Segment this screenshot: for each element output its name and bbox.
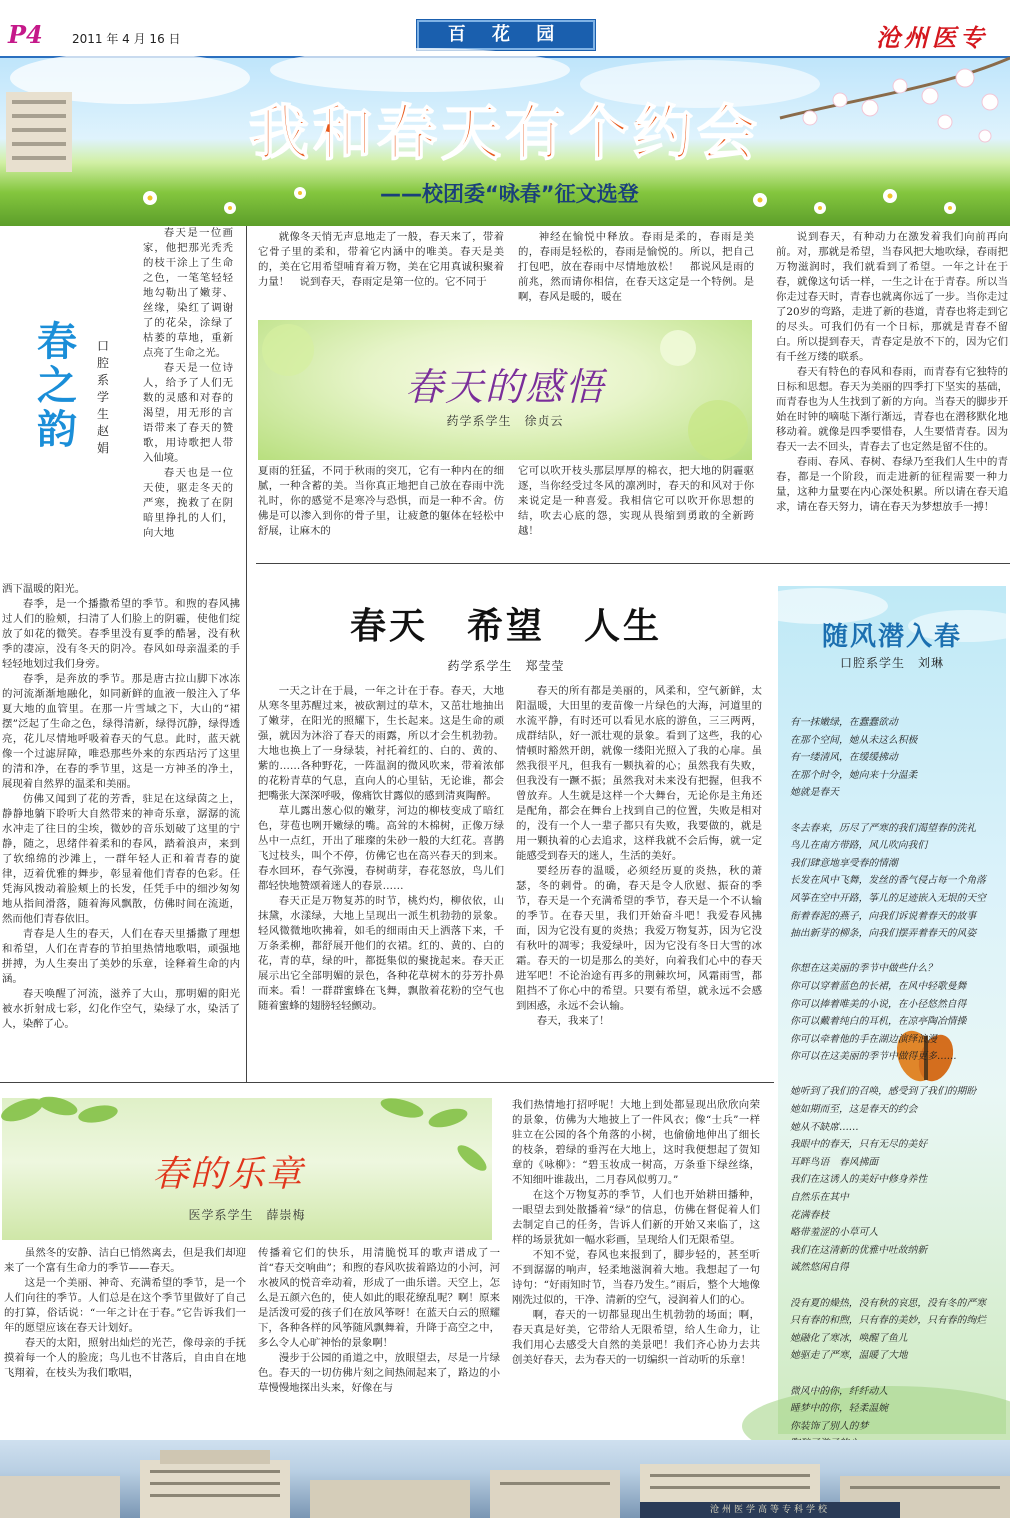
page-number: P4	[8, 20, 43, 49]
paragraph: 神经在愉悦中释放。春雨是柔的，春雨是美的，春雨是轻松的，春雨是愉悦的。所以，把自己打包吧，放在春雨中尽情地放松！ 都说风是雨的前兆，然而请你相信，在春天这定是一个特例。是啊，春风是暖的，暖在	[518, 231, 754, 303]
poem-line: 有一抹嫩绿，在蠢蠢欲动	[790, 717, 898, 728]
paragraph: 洒下温暖的阳光。	[2, 583, 86, 595]
hope-author: 药学系学生 郑莹莹	[447, 659, 565, 673]
paragraph: 春天是一位诗人，给予了人们无数的灵感和对春的渴望，用无形的言语带来了春天的赞歌，用诗歌把人带入仙境。	[143, 362, 233, 464]
poem-line: 抽出新芽的柳条，向我们摆弄着春天的风姿	[790, 928, 977, 940]
paragraph: 春天有特色的春风和春雨，而青春有它独特的日标和思想。春天为美丽的四季打下坚实的基础，而青春也为人生找到了新的方向。当春天的脚步开始在时钟的嘀哒下渐行渐远，青春也在潜移默化地移动着。就像是四季要惜春，人生要惜青春。因为春天一去不回头，青春去了也定然是留不住的。	[776, 366, 1008, 453]
paragraph: 春天的太阳，照射出灿烂的光芒，像母亲的手抚摸着每一个人的脸庞；鸟儿也不甘落后，自由自在地飞翔着，在枝头为我们歌唱，	[4, 1337, 246, 1379]
poem-line: 她驱走了严寒，温暖了大地	[790, 1350, 908, 1362]
poem-line: 她如期而至，这是春天的约会	[790, 1104, 918, 1116]
paragraph: 春季，是一个播撒希望的季节。和煦的春风拂过人们的脸颊，扫清了人们脸上的阴霾，使他们绽放了如花的微笑。春季里没有夏季的酷暑，没有秋季的凄凉，没有冬天的阴冷。春风如母亲温柔的手轻轻地划过我们身旁。	[2, 598, 240, 670]
newspaper-name: 沧州医专	[876, 23, 988, 52]
poem-box	[778, 586, 1006, 1434]
movement-column-2	[258, 1246, 500, 1434]
poem-line: 她从不缺席……	[790, 1121, 859, 1133]
poem-author: 口腔系学生 刘琳	[839, 656, 944, 670]
paragraph: 虽然冬的安静、洁白已悄然离去，但是我们却迎来了一个富有生命力的季节——春天。	[4, 1247, 246, 1274]
hope-column-2	[516, 684, 762, 1074]
insight-text-bottom-mid	[518, 464, 754, 556]
movement-column-3	[512, 1098, 760, 1434]
footer-campus-image	[0, 1440, 1010, 1518]
paragraph: 在这个万物复苏的季节，人们也开始耕田播种，一眼望去到处散播着“绿”的信息，仿佛在督促着人们去制定自己的任务，告诉人们新的开始又来临了，这样的场景犹如一幅水彩画，呈现给人们无限希望。	[512, 1189, 760, 1246]
paragraph: 漫步于公园的甬道之中，放眼望去，尽是一片绿色。春天的一切仿佛片刻之间热闹起来了，路边的小草慢慢地探出头来，好像在与	[258, 1352, 500, 1394]
poem-line: 风筝在空中开路，筝儿的足迹嵌入无垠的天空	[790, 892, 986, 904]
section-label-text: 百 花 园	[447, 24, 565, 45]
poem-line: 我们在这清新的优雅中吐故纳新	[790, 1244, 928, 1256]
column-rule	[246, 226, 247, 1082]
insight-text-top-left	[258, 230, 504, 320]
poem-line	[790, 1066, 1004, 1084]
poem-line: 衔着春泥的燕子，向我们诉说着春天的故事	[790, 910, 977, 922]
poem-line: 有一缕清风，在缓缓拂动	[790, 752, 898, 764]
paragraph: 我们热情地打招呼呢！大地上到处都显现出欣欣向荣的景象，仿佛为大地披上了一件风衣；像“士兵”一样驻立在公园的各个角落的小树，也偷偷地伸出了细长的枝条，碧绿的垂泻在大地上，这时我便想起了贺知章的《咏柳》：“碧玉妆成一树高，万条垂下绿丝绦，不知细叶谁裁出，二月春风似剪刀。”	[512, 1099, 760, 1186]
poem-line: 在那个空间，她从未这么积极	[790, 734, 918, 746]
poem-line: 我们在这诱人的美好中修身养性	[790, 1174, 928, 1186]
paragraph: 就像冬天悄无声息地走了一般，春天来了，带着它骨子里的柔和，带着它内涵中的唯美。春天是美的，美在它用希望哺育着万物，美在它用真诚积聚着力量！ 说到春天，春雨定是第一位的。它不同于	[258, 231, 504, 288]
paragraph: 啊，春天的一切都显现出生机勃勃的场面；啊，春天真是好美，它带给人无限希望，给人生命力，让我们用心去感受大自然的美景吧！我们齐心协力去共创美好春天，去为春天的一切编织一首动听的乐章！	[512, 1309, 760, 1366]
poem-lines	[790, 714, 1004, 1471]
main-banner	[0, 58, 1010, 226]
poem-line: 没有夏的燥热，没有秋的哀思，没有冬的严寒	[790, 1297, 986, 1309]
poem-line: 你可以戴着纯白的耳机，在凉亭陶冶情操	[790, 1016, 967, 1028]
poem-line: 冬去春来，历尽了严寒的我们渴望春的洗礼	[790, 822, 977, 834]
spring-rhyme-wide-column	[2, 582, 240, 1062]
movement-author: 医学系学生 薛崇梅	[188, 1208, 306, 1222]
poem-line: 花满春枝	[790, 1209, 830, 1221]
spring-rhyme-narrow-column	[143, 226, 233, 584]
paragraph: 这是一个美丽、神奇、充满希望的季节，是一个人们向往的季节。人们总是在这个季节里做好了自己的打算，俗话说：“一年之计在于春。”它告诉我们一年的愿望应该在春天计划好。	[4, 1277, 246, 1334]
paragraph: 青春是人生的春天，人们在春天里播撒了理想和希望，人们在青春的节拍里热情地歌唱，顽强地拼搏，为人生奏出了美妙的乐章，诠释着生命的内涵。	[2, 928, 240, 985]
paragraph: 它可以吹开枝头那层厚厚的棉衣，把大地的阴霾驱逐，当你经受过冬风的凛冽时，春天的和风对于你来说定是一种喜爱。我相信它可以吹开你思想的结，吹去心底的怨，实现从畏缩到勇敢的全新跨越！	[518, 465, 754, 537]
section-rule	[0, 1082, 774, 1083]
poem-line: 长发在风中飞舞，发丝的香气侵占每一个角落	[790, 875, 986, 887]
hope-column-1	[258, 684, 504, 1074]
poem-line: 微风中的你，纤纤动人	[790, 1385, 888, 1397]
poem-line: 在那个时令，她向来十分温柔	[790, 769, 918, 781]
poem-line: 我们肆意地享受春的情潮	[790, 857, 898, 869]
poem-line: 略带羞涩的小草可人	[790, 1227, 879, 1239]
poem-line: 诚然悠闲自得	[790, 1262, 849, 1274]
school-sign: 沧州医学高等专科学校	[640, 1502, 900, 1518]
paragraph: 春天，我来了！	[536, 1015, 610, 1027]
banner-subtitle: ——校团委“咏春”征文选登	[380, 182, 639, 206]
paragraph: 草儿露出葱心似的嫩芽，河边的柳枝变成了暗红色，芽苞也咧开嫩绿的嘴。高耸的木棉树，正像万绿丛中一点红，开出了璀璨的朱砂一般的大红花。喜鹊飞过枝头，叫个不停，仿佛它也在高兴春天的到来。春水回环，春气弥漫，春树萌芽，春花怒放，鸟儿们都轻快地赞颂着迷人的春景……	[258, 805, 504, 892]
paragraph: 春雨、春风、春树、春绿乃至我们人生中的青春，都是一个阶段，而走进新的征程需要一种力量，这种力量要在内心深处积累。所以请在春天追求，请在春天努力，请在春天为梦想放手一搏！	[776, 456, 1008, 513]
insight-title: 春天的感悟	[404, 365, 605, 409]
poem-line: 你可以捧着唯美的小说，在小径悠然自得	[790, 998, 967, 1010]
poem-line: 睡梦中的你，轻柔温婉	[790, 1403, 888, 1415]
paragraph: 春天的所有都是美丽的，风柔和，空气新鲜，太阳温暖，大田里的麦苗像一片绿色的大海，河道里的水流平静，有时还可以看见水底的游鱼，三三两两，成群结队，好一派壮观的景象。看到了这些，我的心情顿时豁然开朗，就像一缕阳光照入了我的心扉。虽然我很平凡，但我有一颗执着的心；虽然我有失败，但我没有一蹶不振；虽然我对未来没有把握，但我不曾放弃。人生就是这样一个大舞台，无论你是主角还是配角，都会在舞台上找到自己的位置，失败是相对的，没有一个人一辈子都只有失败，我要做的，就是用一颗执着的心去追求，这样我就不会后悔，就一定能感受到春天的迷人，生活的美好。	[516, 685, 762, 862]
poem-line: 她就是春天	[790, 787, 839, 799]
poem-line: 你可以牵着他的手在湖边演绎浪漫	[790, 1033, 937, 1045]
poem-line: 她听到了我们的召唤，感受到了我们的期盼	[790, 1086, 977, 1098]
poem-line: 鸟儿在南方带路，风儿吹向我们	[790, 840, 928, 852]
poem-title: 随风潜入春	[821, 622, 962, 652]
spring-rhyme-title: 春之韵	[37, 319, 77, 453]
paragraph: 春天正是万物复苏的时节，桃灼灼，柳依依，山抹黛，水漾绿，大地上呈现出一派生机勃勃的景象。轻风微微地吹拂着，如毛的细雨由天上洒落下来，千万条柔柳，都舒展开他们的衣裙。红的、黄的、白的花，青的草，绿的叶，都挺集似的聚拢起来。春天正展示出它全部明媚的景色，各种花草树木的芬芳扑鼻而来。看！一群群蜜蜂在飞舞，飘散着花粉的空气也随着蜜蜂的翅膀轻轻颤动。	[258, 895, 504, 1012]
insight-text-bottom-left	[258, 464, 504, 556]
poem-line: 你可以穿着蓝色的长裙，在风中轻歌曼舞	[790, 980, 967, 992]
paragraph: 春天是一位画家，他把那光秃秃的枝干涂上了生命之色，一笔笔轻轻地勾勒出了嫩芽、丝缘，染红了调谢了的花朵，涂绿了枯萎的草地，重新点亮了生命之光。	[143, 227, 233, 359]
banner-title: 我和春天有个约会	[249, 99, 761, 169]
paragraph: 春季，是奔放的季节。那是唐古拉山脚下冰冻的河流渐渐地融化，如同新鲜的血液一般注入了华夏大地的血管里。在那一片雪域之下，大山的“裙摆”泛起了生命之色，绿得清新，绿得沉静，绿得透亮，花儿尽情地呼吸着春天的气息。此时，蓝天就像一个过滤屏障，唯恐那些外来的东西玷污了这里的清和净，在春的季节里，这是一方神圣的净土，展现着自然界的温柔和美丽。	[2, 673, 240, 790]
insight-title-banner	[258, 320, 752, 460]
poem-line	[790, 943, 1004, 961]
poem-line	[790, 1277, 1004, 1295]
movement-title: 春的乐章	[152, 1154, 305, 1195]
paragraph: 春天唤醒了河流，滋养了大山，那明媚的阳光被水折射成七彩，幻化作空气，染绿了水，染活了人，染醉了心。	[2, 988, 240, 1030]
paragraph: 仿佛又闻到了花的芳香，驻足在这绿茵之上，静静地躺下聆听大自然带来的神奇乐章，潺潺的流水冲走了往日的尘埃，微妙的音乐划破了这里的宁静，随之，思绪伴着柔和的春风，踏着浪声，来到了软绵绵的沙滩上，一群年轻人正和着青春的旋律，迈着优雅的舞步，彰显着他们青春的色彩。任凭海风拨动着脸颊上的长发，任凭手中的细沙匆匆地从指间滑落，随着海风飘散，仿佛时间在流逝，然而他们青春依旧。	[2, 793, 240, 925]
poem-line: 你可以在这美丽的季节中做得更多……	[790, 1051, 957, 1063]
section-label	[417, 20, 595, 50]
paragraph: 夏雨的狂猛，不同于秋雨的突兀，它有一种内在的细腻，一种含蓄的美。当你真正地把自己放在春雨中洗礼时，你的感觉不是寒冷与恐惧，而是一种不舍。仿佛是可以渗入到你的骨子里，让疲惫的躯体在轻松中舒展，让麻木的	[258, 465, 504, 537]
insight-text-top-mid	[518, 230, 754, 320]
section-rule	[256, 563, 1010, 564]
insight-text-right-column	[776, 230, 1008, 550]
poem-line: 耳畔鸟语 春风拂面	[790, 1156, 879, 1168]
issue-date: 2011 年 4 月 16 日	[72, 32, 181, 46]
poem-line	[790, 802, 1004, 820]
paragraph: 要经历春的温暖，必须经历夏的炎热，秋的萧瑟，冬的刺骨。的确，春天是令人欣慰、振奋的季节，春天是一个充满希望的季节，春天是一个不认输的季节。在春天里，我们开始奋斗吧！我爱春风拂面，因为它没有夏的炎热；我爱万物复苏，因为它没有秋叶的凋零；我爱绿叶，因为它没有冬日大雪的冰霜。春天的一切是那么的美好，向着我们心中的春天进军吧！不论治途有再多的荆棘坎坷，风霜雨雪，都阻挡不了你心中的希望。只要有希望，就永远不会感到困惑，永远不会认输。	[516, 865, 762, 1012]
movement-title-banner	[2, 1098, 492, 1240]
insight-author: 药学系学生 徐贞云	[446, 414, 564, 428]
poem-line	[790, 1365, 1004, 1383]
paragraph: 不知不觉，春风也来报到了，脚步轻的，甚至听不到潺潺的响声，轻柔地滋润着大地。我想起了一句诗句：“好雨知时节，当春乃发生。”雨后，整个大地像刚洗过似的，干净、清新的空气，浸润着人们的心。	[512, 1249, 760, 1306]
poem-line: 只有春的和煦，只有春的美妙，只有春的绚烂	[790, 1315, 986, 1327]
poem-line: 你装饰了别人的梦	[790, 1420, 869, 1432]
paragraph: 一天之计在于晨，一年之计在于春。春天，大地从寒冬里苏醒过来，被砍割过的草木，又茁壮地抽出了嫩芽，在阳光的照耀下，生长起来。这是生命的顽强，就因为沐浴了春天的雨露，所以才会生机勃勃。大地也换上了一身绿装，衬托着红的、白的、黄的、紫的……各种野花，一阵温润的微风吹来，带着浓郁的花粉青草的气息，直向人的心里钻，无论谁，都会把嘴张大深深呼吸，像痛饮甘露似的感到清爽陶醉。	[258, 685, 504, 802]
paragraph: 春天也是一位天使，驱走冬天的严寒，挽救了在阴暗里挣扎的人们，向大地	[143, 467, 233, 539]
paragraph: 说到春天，有种动力在激发着我们向前再向前。对，那就是希望，当春风把大地吹绿，春雨把万物滋润时，我们就看到了希望。一年之计在于春，就像这句话一样，一生之计在于青春。所以当你走过春天时，青春也就离你远了一步。当你走过了20岁的弯路，走进了新的巷道，青春也将走到它的尽头。可我们仍有一个日标，那就是青春不留白。所以提到春天，青春定是放不下的，因为它们有千丝万缕的联系。	[776, 231, 1008, 363]
poem-line: 我眼中的春天，只有无尽的美好	[790, 1139, 928, 1151]
poem-line: 自然乐在其中	[790, 1192, 849, 1204]
paragraph: 传播着它们的快乐，用清脆悦耳的歌声谱成了一首“春天交响曲”；和煦的春风吹拔着路边的小河，河水被风的悦音牵动着，形成了一曲乐谱。天空上，怎么是五颜六色的，使人如此的眼花缭乱呢？啊！原来是活泼可爱的孩子们在放风筝呀！在蓝天白云的照耀下，各种各样的风筝随风飘舞着，升降于高空之中，多么令人心旷神怡的景象啊！	[258, 1247, 500, 1349]
spring-rhyme-author: 口腔系学生 赵娟	[96, 339, 122, 455]
poem-line: 她融化了寒冰，唤醒了鱼儿	[790, 1332, 908, 1344]
poem-line: 你想在这美丽的季节中做些什么？	[790, 963, 937, 975]
hope-title: 春天 希望 人生	[349, 606, 662, 647]
movement-column-1	[4, 1246, 246, 1434]
